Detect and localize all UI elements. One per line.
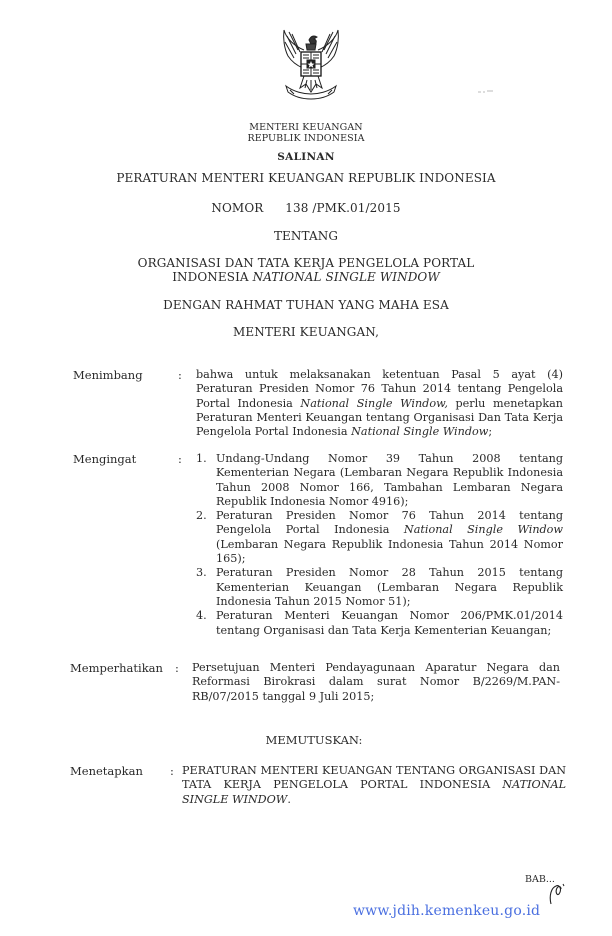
- mengingat-label: Mengingat: [73, 452, 137, 466]
- paraf-initial-icon: [547, 878, 569, 906]
- subject-line-2: INDONESIA NATIONAL SINGLE WINDOW: [172, 270, 440, 284]
- institution-line-2: REPUBLIK INDONESIA: [247, 133, 365, 144]
- copy-label: SALINAN: [277, 151, 335, 163]
- about-label: TENTANG: [273, 229, 339, 243]
- scan-artifact-mark: [478, 79, 496, 85]
- mengingat-item-3: 3. Peraturan Presiden Nomor 28 Tahun 2015 tentang Kementerian Keuangan (Lembaran Negara Republik Indonesia Tahun 2015 Nomor 51);: [196, 566, 563, 608]
- mengingat-list: [196, 452, 563, 638]
- regulation-subject: [0, 256, 612, 284]
- regulation-title: PERATURAN MENTERI KEUANGAN REPUBLIK INDONESIA: [116, 171, 496, 185]
- menetapkan-text: PERATURAN MENTERI KEUANGAN TENTANG ORGANISASI DAN TATA KERJA PENGELOLA PORTAL INDONESIA NATIONAL SINGLE WINDOW.: [182, 764, 566, 806]
- website-link[interactable]: www.jdih.kemenkeu.go.id: [353, 903, 541, 919]
- issuer: MENTERI KEUANGAN,: [232, 325, 380, 339]
- institution-line-1: MENTERI KEUANGAN: [249, 122, 363, 133]
- memperhatikan-text: Persetujuan Menteri Pendayagunaan Aparatur Negara dan Reformasi Birokrasi dalam surat Nomor B/2269/M.PAN-RB/07/2015 tanggal 9 Juli 2015;: [192, 661, 560, 703]
- decision-heading: MEMUTUSKAN:: [265, 733, 363, 747]
- menimbang-label: Menimbang: [73, 368, 143, 382]
- mengingat-item-2: 2. Peraturan Presiden Nomor 76 Tahun 2014 tentang Pengelola Portal Indonesia National Single Window (Lembaran Negara Republik Indonesia Tahun 2014 Nomor 165);: [196, 509, 563, 566]
- regulation-number: [0, 201, 612, 215]
- number-label: NOMOR: [211, 201, 264, 215]
- mengingat-item-4: 4. Peraturan Menteri Keuangan Nomor 206/PMK.01/2014 tentang Organisasi dan Tata Kerja Kementerian Keuangan;: [196, 609, 563, 637]
- memperhatikan-colon: :: [175, 661, 179, 675]
- number-value: 138 /PMK.01/2015: [285, 201, 401, 215]
- invocation: DENGAN RAHMAT TUHAN YANG MAHA ESA: [163, 298, 449, 312]
- garuda-emblem-icon: [276, 28, 346, 106]
- mengingat-colon: :: [178, 452, 182, 466]
- menetapkan-label: Menetapkan: [70, 764, 143, 778]
- menimbang-colon: :: [178, 368, 182, 382]
- subject-line-1: ORGANISASI DAN TATA KERJA PENGELOLA PORTAL: [137, 256, 475, 270]
- next-page-marker: BAB...: [525, 874, 555, 885]
- menimbang-text: bahwa untuk melaksanakan ketentuan Pasal 5 ayat (4) Peraturan Presiden Nomor 76 Tahun 2014 tentang Pengelola Portal Indonesia National Single Window, perlu menetapkan Peraturan Menteri Keuangan tentang Organisasi Dan Tata Kerja Pengelola Portal Indonesia National Single Window;: [196, 368, 563, 439]
- memperhatikan-label: Memperhatikan: [70, 661, 163, 675]
- mengingat-item-1: 1. Undang-Undang Nomor 39 Tahun 2008 tentang Kementerian Negara (Lembaran Negara Republik Indonesia Tahun 2008 Nomor 166, Tambahan Lembaran Negara Republik Indonesia Nomor 4916);: [196, 452, 563, 508]
- menetapkan-colon: :: [170, 764, 174, 778]
